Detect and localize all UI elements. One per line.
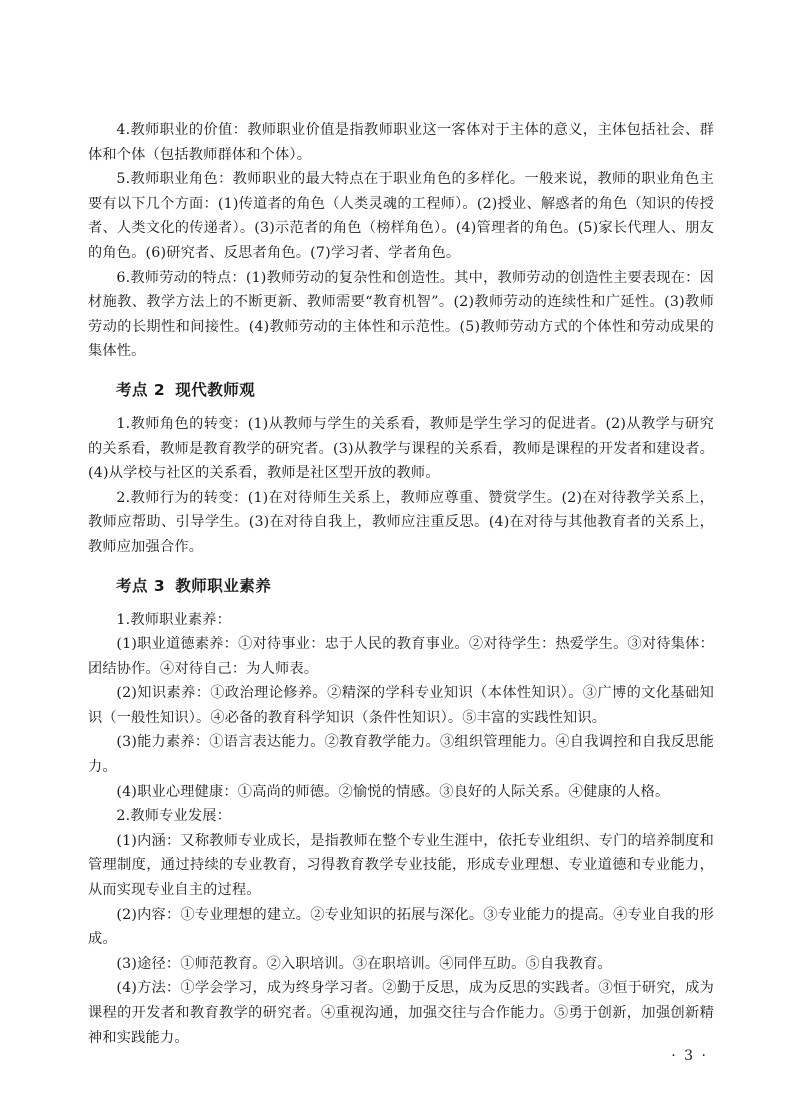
item-development-content: (2)内容：①专业理想的建立。②专业知识的拓展与深化。③专业能力的提高。④专业自我的形成。 bbox=[88, 906, 714, 948]
section-label: 考点 2 bbox=[116, 380, 166, 399]
item-development-connotation: (1)内涵：又称教师专业成长，是指教师在整个专业生涯中，依托专业组织、专门的培养制度和管理制度，通过持续的专业教育，习得教育教学专业技能，形成专业理想、专业道德和专业能力，从而实现专业自主的过程。 bbox=[88, 832, 714, 899]
item-knowledge-literacy: (2)知识素养：①政治理论修养。②精深的学科专业知识（本体性知识）。③广博的文化基础知识（一般性知识）。④必备的教育科学知识（条件性知识）。⑤丰富的实践性知识。 bbox=[88, 685, 714, 726]
item-moral-literacy: (1)职业道德素养：①对待事业：忠于人民的教育事业。②对待学生：热爱学生。③对待集体：团结协作。④对待自己：为人师表。 bbox=[88, 636, 714, 677]
item-mental-health: (4)职业心理健康：①高尚的师德。②愉悦的情感。③良好的人际关系。④健康的人格。 bbox=[116, 783, 670, 800]
page-content bbox=[88, 118, 714, 1050]
item-development-approach: (3)途径：①师范教育。②入职培训。③在职培训。④同伴互助。⑤自我教育。 bbox=[116, 955, 612, 972]
page-number: · 3 · bbox=[671, 1048, 708, 1064]
subheading-professional-development: 2.教师专业发展： bbox=[116, 808, 232, 825]
subheading-professional-literacy: 1.教师职业素养： bbox=[116, 611, 232, 628]
paragraph-behavior-transformation: 2.教师行为的转变：(1)在对待师生关系上，教师应尊重、赞赏学生。(2)在对待教学关系上，教师应帮助、引导学生。(3)在对待自我上，教师应注重反思。(4)在对待与其他教育者的关系上，教师应加强合作。 bbox=[88, 489, 714, 555]
item-development-method: (4)方法：①学会学习，成为终身学习者。②勤于反思，成为反思的实践者。③恒于研究，成为课程的开发者和教育教学的研究者。④重视沟通，加强交往与合作能力。⑤勇于创新，加强创新精神和实践能力。 bbox=[88, 980, 714, 1046]
paragraph-teacher-labor-features: 6.教师劳动的特点：(1)教师劳动的复杂性和创造性。其中，教师劳动的创造性主要表现在：因材施教、教学方法上的不断更新、教师需要“教育机智”。(2)教师劳动的连续性和广延性。(3)教师劳动的长期性和间接性。(4)教师劳动的主体性和示范性。(5)教师劳动方式的个体性和劳动成果的集体性。 bbox=[88, 269, 714, 360]
item-ability-literacy: (3)能力素养：①语言表达能力。②教育教学能力。③组织管理能力。④自我调控和自我反思能力。 bbox=[88, 734, 714, 776]
section-heading-modern-teacher-view bbox=[88, 378, 714, 402]
paragraph-role-transformation: 1.教师角色的转变：(1)从教师与学生的关系看，教师是学生学习的促进者。(2)从教学与研究的关系看，教师是教育教学的研究者。(3)从教学与课程的关系看，教师是课程的开发者和建设者。(4)从学校与社区的关系看，教师是社区型开放的教师。 bbox=[88, 415, 714, 482]
paragraph-teacher-profession-value: 4.教师职业的价值：教师职业价值是指教师职业这一客体对于主体的意义，主体包括社会、群体和个体（包括教师群体和个体）。 bbox=[88, 122, 714, 163]
section-title: 教师职业素养 bbox=[175, 576, 272, 595]
section-heading-professional-literacy bbox=[88, 574, 714, 598]
section-title: 现代教师观 bbox=[175, 380, 256, 399]
paragraph-teacher-roles: 5.教师职业角色：教师职业的最大特点在于职业角色的多样化。一般来说，教师的职业角色主要有以下几个方面：(1)传道者的角色（人类灵魂的工程师）。(2)授业、解惑者的角色（知识的传授者、人类文化的传递者）。(3)示范者的角色（榜样角色）。(4)管理者的角色。(5)家长代理人、朋友的角色。(6)研究者、反思者角色。(7)学习者、学者角色。 bbox=[88, 171, 714, 261]
section-label: 考点 3 bbox=[116, 576, 166, 595]
